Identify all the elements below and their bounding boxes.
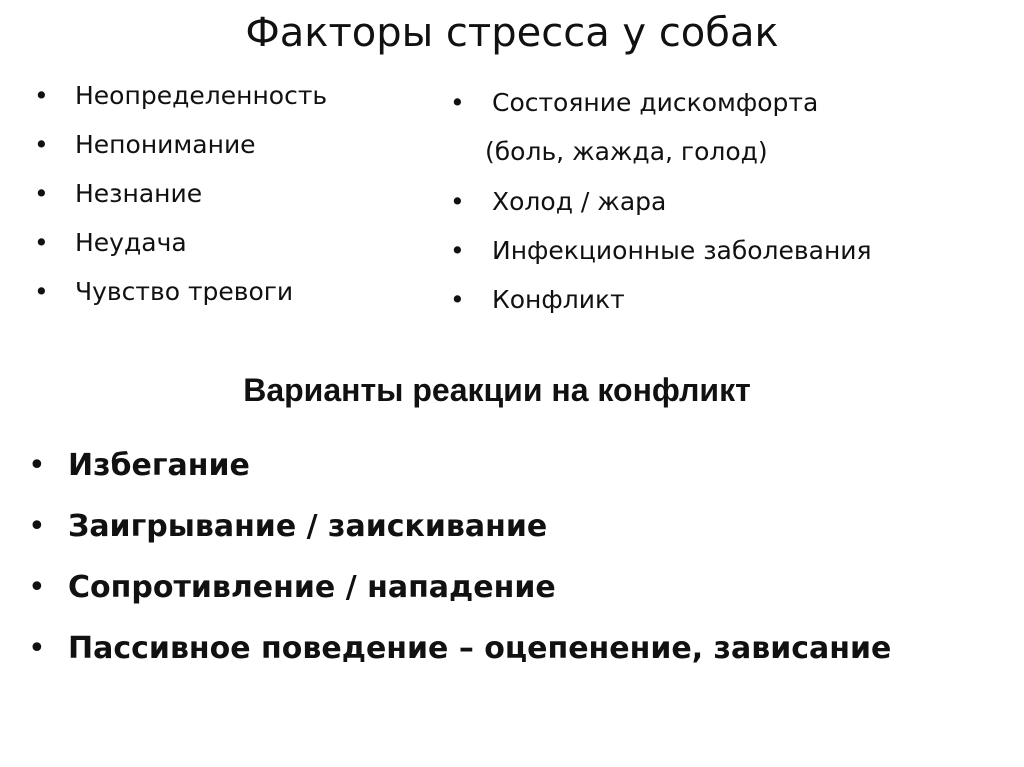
list-item [34, 270, 434, 319]
list-item [34, 172, 434, 221]
bullet-icon: • [450, 88, 465, 117]
bullet-icon: • [450, 285, 465, 314]
list-item [450, 278, 1010, 327]
section-subtitle: Варианты реакции на конфликт [243, 372, 751, 408]
list-item [28, 560, 1008, 621]
list-item-text: Холод / жара [492, 187, 667, 216]
list-item-text: Чувство тревоги [75, 277, 294, 306]
list-item [28, 621, 1008, 682]
list-item [34, 123, 434, 172]
bullet-icon: • [34, 228, 49, 257]
list-item-text: Пассивное поведение – оцепенение, зависание [68, 631, 892, 666]
bullet-icon: • [34, 81, 49, 110]
list-item-text: (боль, жажда, голод) [485, 137, 768, 166]
bullet-icon: • [28, 509, 46, 544]
list-item-text: Заигрывание / заискивание [68, 509, 548, 544]
bullet-icon: • [34, 277, 49, 306]
list-item [34, 74, 434, 123]
list-item [450, 81, 1010, 130]
conflict-reactions-list [28, 438, 1008, 682]
list-item-text: Конфликт [492, 285, 625, 314]
list-item-continuation [450, 130, 1010, 180]
bullet-icon: • [28, 448, 46, 483]
bullet-icon: • [28, 570, 46, 605]
bullet-icon: • [28, 631, 46, 666]
list-item [28, 499, 1008, 560]
bullet-icon: • [34, 130, 49, 159]
list-item [28, 438, 1008, 499]
list-item-text: Инфекционные заболевания [492, 236, 872, 265]
list-item [34, 221, 434, 270]
list-item [450, 229, 1010, 278]
bullet-icon: • [34, 179, 49, 208]
bullet-icon: • [450, 236, 465, 265]
list-item-text: Неудача [75, 228, 187, 257]
list-item [450, 180, 1010, 229]
slide-title: Факторы стресса у собак [245, 10, 779, 56]
list-item-text: Непонимание [75, 130, 256, 159]
list-item-text: Сопротивление / нападение [68, 570, 556, 605]
list-item-text: Состояние дискомфорта [492, 88, 819, 117]
bullet-icon: • [450, 187, 465, 216]
stress-factors-left-list [34, 74, 434, 319]
list-item-text: Избегание [68, 448, 250, 483]
list-item-text: Незнание [75, 179, 203, 208]
list-item-text: Неопределенность [75, 81, 328, 110]
stress-factors-right-list [450, 81, 1010, 327]
